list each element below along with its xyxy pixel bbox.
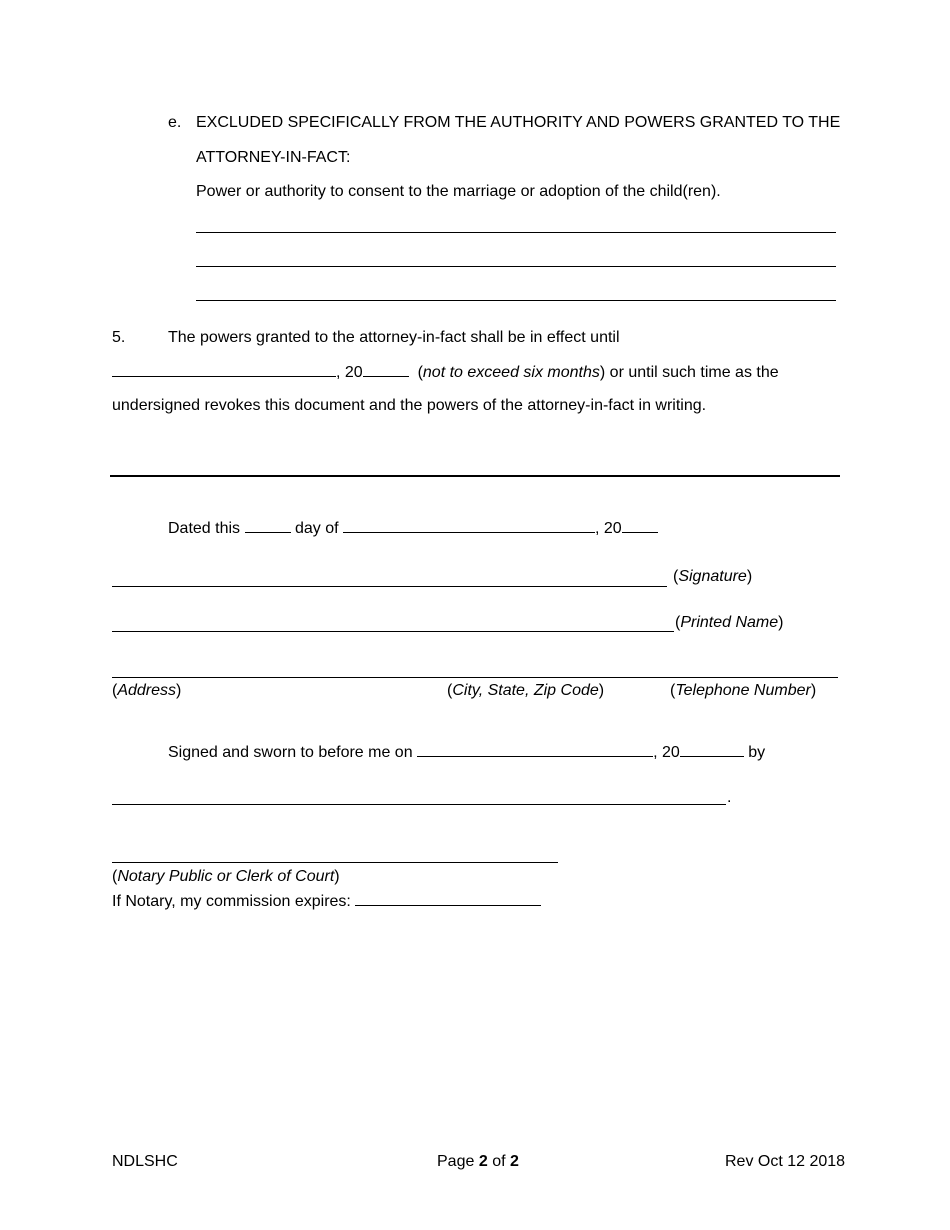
sworn-by: by [748,744,766,761]
notary-label: (Notary Public or Clerk of Court) [112,868,340,885]
commission-expiry-field[interactable] [355,890,541,906]
effective-date-field[interactable] [112,361,336,377]
printed-name-label: (Printed Name) [675,614,784,631]
footer-page-number [437,1152,519,1172]
dated-day-field[interactable] [245,517,291,533]
section-e-heading-line2: ATTORNEY-IN-FACT: [196,149,351,166]
city-label-text: City, State, Zip Code [452,682,599,699]
address-label-text: Address [117,682,177,699]
notary-label-text: Notary Public or Clerk of Court [117,868,335,885]
sworn-year-prefix: , 20 [653,744,680,761]
signature-label-text: Signature [678,568,747,585]
printed-name-label-text: Printed Name [680,614,779,631]
section-5-open-paren: ( [417,364,423,381]
footer-of-word: of [492,1153,506,1170]
effective-year-field[interactable] [363,361,409,377]
exclusion-blank-line-2[interactable] [196,266,836,267]
section-5-number: 5. [112,329,126,346]
dated-day-of: day of [294,520,339,537]
dated-year-prefix: , 20 [595,520,622,537]
sworn-year-field[interactable] [680,741,744,757]
section-5-line3: undersigned revokes this document and the powers of the attorney-in-fact in writing. [112,397,707,414]
notary-signature-field[interactable] [112,862,558,863]
section-e-letter: e. [168,114,182,131]
phone-label-text: Telephone Number [675,682,811,699]
city-label: (City, State, Zip Code) [447,682,605,699]
section-e-heading-line1: EXCLUDED SPECIFICALLY FROM THE AUTHORITY AND POWERS GRANTED TO THE [196,114,841,131]
section-5-line2 [112,361,779,383]
signature-field[interactable] [112,586,667,587]
section-e-text: Power or authority to consent to the marriage or adoption of the child(ren). [196,183,721,200]
sworn-date-field[interactable] [417,741,653,757]
dated-prefix: Dated this [168,520,241,537]
printed-name-field[interactable] [112,631,674,632]
section-5-year-prefix: , 20 [336,364,363,381]
signature-label: (Signature) [673,568,753,585]
section-5-italic-note: not to exceed six months [422,364,600,381]
footer-page-total: 2 [509,1153,519,1170]
dated-month-field[interactable] [343,517,595,533]
notary-commission-text: If Notary, my commission expires: [112,893,351,910]
notary-commission [112,890,541,912]
exclusion-blank-line-3[interactable] [196,300,836,301]
footer-page-word: Page [437,1153,475,1170]
footer-org: NDLSHC [112,1153,178,1170]
section-5-line1: The powers granted to the attorney-in-fact shall be in effect until [168,329,620,346]
section-5-after-note: ) or until such time as the [599,364,779,381]
footer-revision: Rev Oct 12 2018 [725,1153,846,1170]
dated-line [168,517,658,539]
phone-label: (Telephone Number) [670,682,817,699]
exclusion-blank-line-1[interactable] [196,232,836,233]
address-field[interactable] [112,677,838,678]
sworn-prefix: Signed and sworn to before me on [168,744,413,761]
sworn-period: . [727,789,732,806]
address-label: (Address) [112,682,182,699]
sworn-line [168,741,765,763]
sworn-by-name-field[interactable] [112,804,726,805]
dated-year-field[interactable] [622,517,658,533]
section-divider [110,475,840,477]
footer-page-current: 2 [478,1153,488,1170]
